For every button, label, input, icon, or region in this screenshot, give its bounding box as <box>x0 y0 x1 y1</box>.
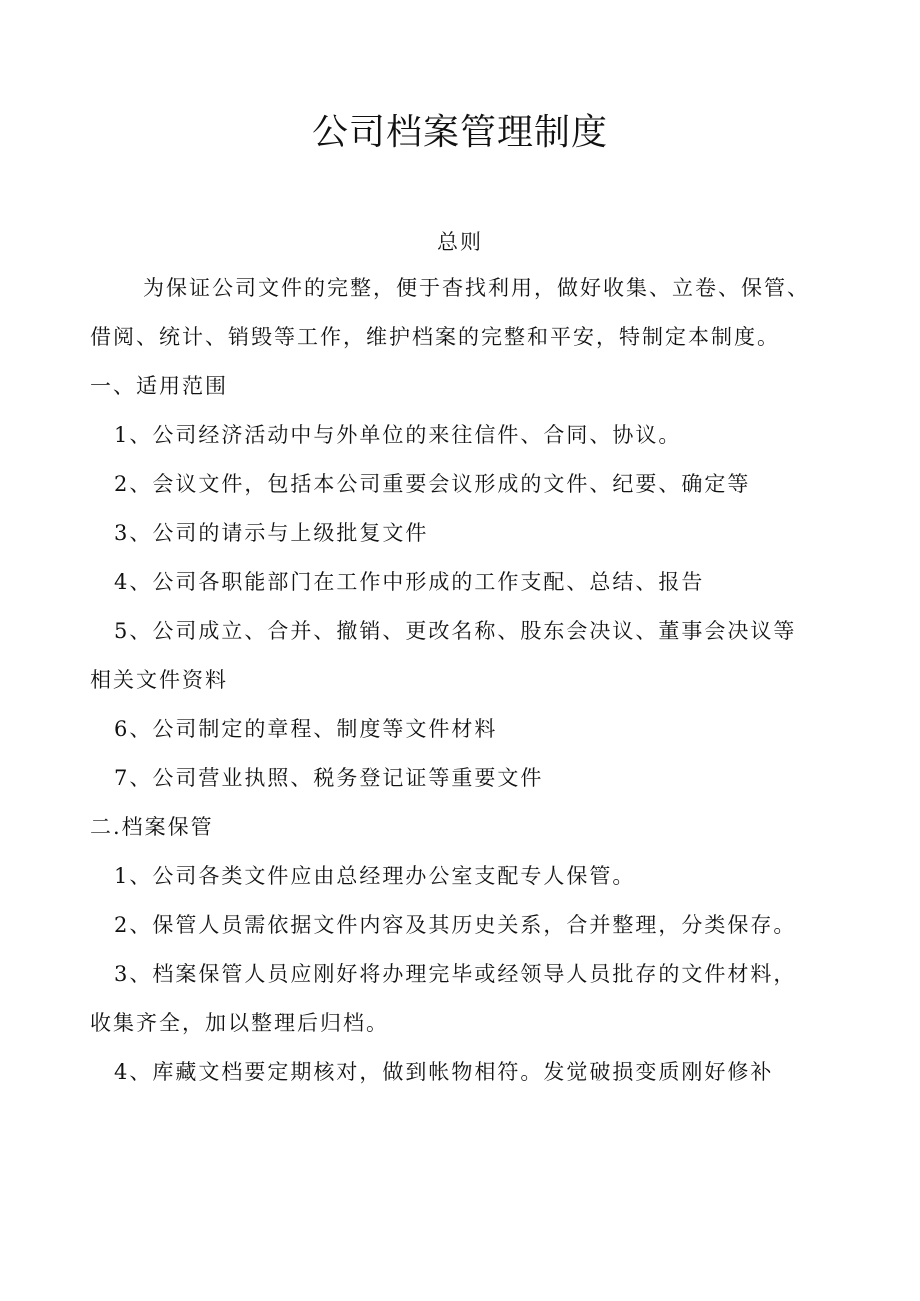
custody-item-3: 3、档案保管人员应刚好将办理完毕或经领导人员批存的文件材料， <box>114 962 797 986</box>
custody-item-4: 4、库藏文档要定期核对，做到帐物相符。发觉破损变质刚好修补 <box>114 1060 774 1084</box>
scope-item-5-continued: 相关文件资料 <box>90 668 228 692</box>
general-paragraph-line-1: 为保证公司文件的完整，便于杳找利用，做好收集、立卷、保管、 <box>143 276 810 300</box>
scope-item-6: 6、公司制定的章程、制度等文件材料 <box>114 717 498 741</box>
scope-item-4: 4、公司各职能部门在工作中形成的工作支配、总结、报告 <box>114 570 705 594</box>
general-paragraph-line-2: 借阅、统计、销毁等工作，维护档案的完整和平安，特制定本制度。 <box>90 325 780 349</box>
scope-heading: 一、适用范围 <box>90 374 228 398</box>
scope-item-5: 5、公司成立、合并、撤销、更改名称、股东会决议、董事会决议等 <box>114 619 797 643</box>
custody-item-3-continued: 收集齐全，加以整理后归档。 <box>90 1011 389 1035</box>
custody-item-1: 1、公司各类文件应由总经理办公室支配专人保管。 <box>114 864 636 888</box>
document-title: 公司档案管理制度 <box>311 112 608 153</box>
scope-item-7: 7、公司营业执照、税务登记证等重要文件 <box>114 766 544 790</box>
section-general-heading: 总则 <box>437 230 483 254</box>
scope-item-3: 3、公司的请示与上级批复文件 <box>114 521 429 545</box>
scope-item-2: 2、会议文件，包括本公司重要会议形成的文件、纪要、确定等 <box>114 472 751 496</box>
custody-item-2: 2、保管人员需依据文件内容及其历史关系，合并整理，分类保存。 <box>114 913 797 937</box>
custody-heading: 二.档案保管 <box>90 815 214 839</box>
scope-item-1: 1、公司经济活动中与外单位的来往信件、合同、协议。 <box>114 423 682 447</box>
